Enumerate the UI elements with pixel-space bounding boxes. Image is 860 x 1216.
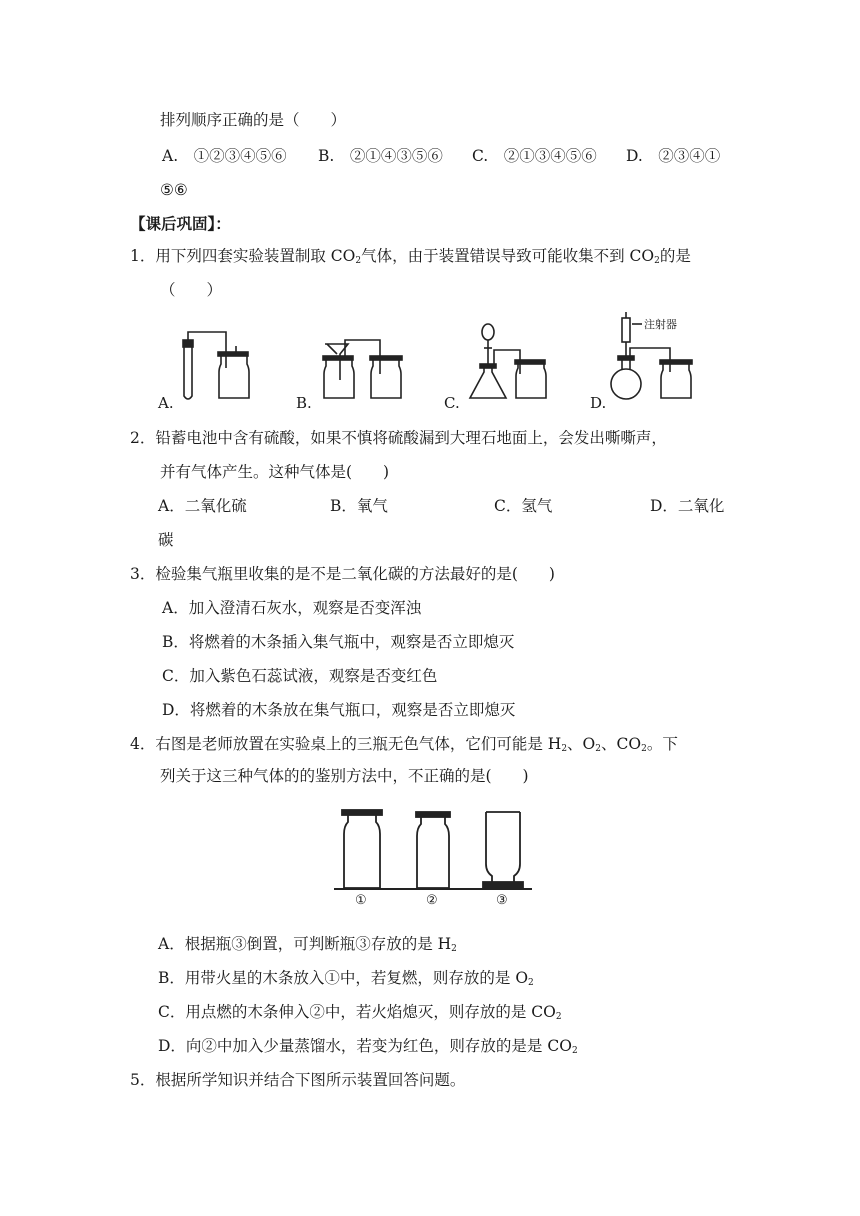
prev-question-line: 排列顺序正确的是（ ） (160, 111, 347, 129)
bottle-1 (342, 810, 382, 888)
apparatus-label-d: D. (590, 394, 607, 412)
q3-stem: 3．检验集气瓶里收集的是不是二氧化碳的方法最好的是( ) (130, 565, 555, 583)
q4-line1: 4．右图是老师放置在实验桌上的三瓶无色气体，它们可能是 $H_2$、$O_2$、$CO_2$。下 (130, 735, 678, 754)
prev-option-c: C. ②①③④⑤⑥ (472, 147, 597, 165)
bottle-2 (416, 812, 450, 888)
apparatus-c (470, 324, 546, 398)
q2-line2: 并有气体产生。这种气体是( ) (160, 463, 390, 481)
apparatus-label-c: C. (444, 394, 460, 412)
section-title: 【课后巩固】： (130, 214, 231, 233)
q2-option-d: D．二氧化 (650, 497, 725, 515)
apparatus-label-b: B. (296, 394, 312, 412)
q2-option-a: A．二氧化硫 (158, 497, 247, 515)
bottle-label-2: ② (426, 893, 438, 908)
prev-option-d: D. ②③④① (626, 147, 721, 165)
q1-stem: 1．用下列四套实验装置制取 $CO_2$气体，由于装置错误导致可能收集不到 $CO_2$的是 (130, 247, 691, 266)
apparatus-a (183, 332, 249, 399)
q2-line1: 2．铅蓄电池中含有硫酸，如果不慎将硫酸漏到大理石地面上，会发出嘶嘶声， (130, 429, 667, 447)
apparatus-b (323, 340, 402, 398)
q4-line2: 列关于这三种气体的的鉴别方法中，不正确的是( ) (160, 767, 529, 785)
prev-option-a: A. ①②③④⑤⑥ (162, 147, 287, 165)
q3-option-c: C．加入紫色石蕊试液，观察是否变红色 (162, 667, 438, 685)
q3-option-b: B．将燃着的木条插入集气瓶中，观察是否立即熄灭 (162, 633, 515, 651)
q4-option-b: B．用带火星的木条放入①中，若复燃，则存放的是 $O_2$ (158, 969, 534, 988)
prev-option-d-wrap: ⑤⑥ (160, 181, 188, 199)
q2-option-d-wrap: 碳 (158, 531, 174, 549)
bottle-label-1: ① (355, 893, 367, 908)
q3-option-d: D．将燃着的木条放在集气瓶口，观察是否立即熄灭 (162, 701, 516, 719)
bottle-label-3: ③ (496, 893, 508, 908)
q5-stem: 5．根据所学知识并结合下图所示装置回答问题。 (130, 1071, 466, 1089)
prev-option-b: B. ②①④③⑤⑥ (318, 147, 443, 165)
syringe-label: 注射器 (644, 318, 677, 331)
bottle-3 (483, 812, 523, 888)
q4-option-d: D．向②中加入少量蒸馏水，若变为红色，则存放的是是 $CO_2$ (158, 1037, 578, 1056)
q4-option-a: A．根据瓶③倒置，可判断瓶③存放的是 $H_2$ (158, 935, 457, 954)
q1-apparatus-figure (0, 312, 860, 412)
q2-option-b: B．氧气 (330, 497, 388, 515)
q3-option-a: A．加入澄清石灰水，观察是否变浑浊 (162, 599, 422, 617)
q4-option-c: C．用点燃的木条伸入②中，若火焰熄灭，则存放的是 $CO_2$ (158, 1003, 562, 1022)
q2-option-c: C．氢气 (494, 497, 553, 515)
q1-paren: （ ） (160, 281, 223, 299)
apparatus-label-a: A. (158, 394, 174, 412)
